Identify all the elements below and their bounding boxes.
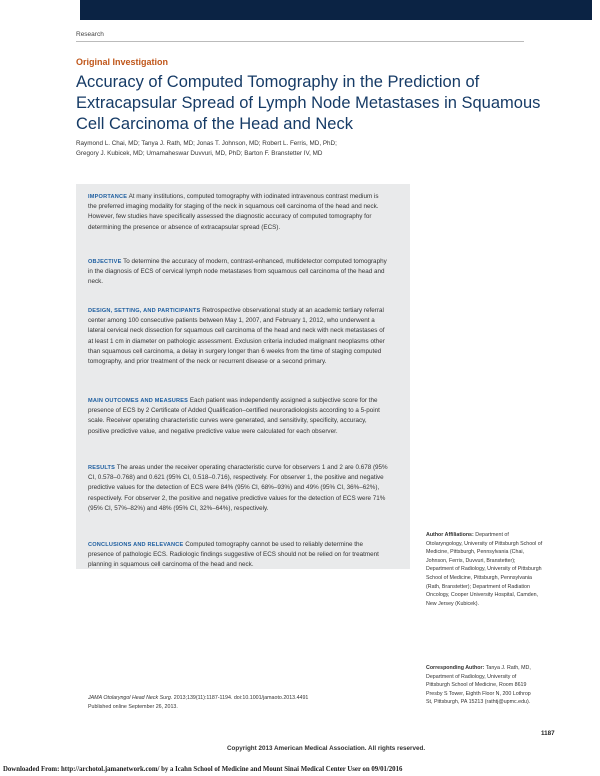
affiliations-heading: Author Affiliations: xyxy=(426,532,474,538)
author-list xyxy=(76,139,456,158)
page-number: 1187 xyxy=(541,730,555,737)
article-type: Original Investigation xyxy=(76,57,169,67)
conclusions-text: Computed tomography cannot be used to reliably determine the presence of pathologic ECS. Radiologic findings suggestive of ECS should not be relied on for treatment planning in squamous cell carcinoma of the head and neck. xyxy=(88,541,379,569)
abstract-importance xyxy=(88,192,388,233)
results-heading: RESULTS xyxy=(88,465,116,471)
header-divider xyxy=(76,41,524,42)
abstract-results xyxy=(88,463,388,514)
header-bar-gap xyxy=(0,0,80,20)
authors-line-1: Raymond L. Chai, MD; Tanya J. Rath, MD; Jonas T. Johnson, MD; Robert L. Ferris, MD, PhD; xyxy=(76,140,337,147)
objective-text: To determine the accuracy of modern, contrast-enhanced, multidetector computed tomography in the diagnosis of ECS of cervical lymph node metastases from squamous cell carcinoma of the head and neck. xyxy=(88,258,387,286)
download-notice: Downloaded From: http://archotol.jamanetwork.com/ by a Icahn School of Medicine and Mount Sinai Medical Center User on 09/01/2016 xyxy=(3,766,403,773)
results-text: The areas under the receiver operating characteristic curve for observers 1 and 2 are 0.678 (95% CI, 0.578–0.768) and 0.621 (95% CI, 0.518–0.716), respectively. For observer 1, the positive and negative predictive values for the detection of ECS were 84% (95% CI, 68%–93%) and 49% (95% CI, 36%–62%), respectively. For observer 2, the positive and negative predictive values for the detection of ECS were 71% (95% CI, 57%–82%) and 48% (95% CI, 32%–64%), respectively. xyxy=(88,464,388,512)
section-label: Research xyxy=(76,31,104,38)
citation-block xyxy=(88,694,408,711)
citation-line xyxy=(88,694,408,703)
abstract-design xyxy=(88,306,388,367)
journal-abbrev: JAMA Otolaryngol Head Neck Surg. xyxy=(88,695,173,701)
design-text: Retrospective observational study at an academic tertiary referral center among 100 consecutive patients between May 1, 2007, and February 1, 2012, who underwent a lateral cervical neck dissection for squamous cell carcinoma of the head and neck with neck metastases of at least 1 cm in diameter on pathologic assessment. Exclusion criteria included malignant neoplasms other than squamous cell carcinoma, a delay in surgery longer than 6 weeks from the time of staging computed tomography, and prior treatment of the neck or recurrent disease or a second primary. xyxy=(88,307,385,366)
abstract-conclusions xyxy=(88,540,388,571)
corresponding-heading: Corresponding Author: xyxy=(426,665,485,671)
corresponding-author xyxy=(426,664,536,707)
outcomes-text: Each patient was independently assigned a subjective score for the presence of ECS by 2 Certificate of Added Qualification–certified neuroradiologists according to a 5-point scale. Receiver operating characteristic curves were generated, and sensitivity, specificity, accuracy, positive predictive value, and negative predictive value were calculated for each observer. xyxy=(88,397,380,435)
header-bar xyxy=(0,0,592,20)
conclusions-heading: CONCLUSIONS AND RELEVANCE xyxy=(88,542,184,548)
design-heading: DESIGN, SETTING, AND PARTICIPANTS xyxy=(88,308,201,314)
published-online: Published online September 26, 2013. xyxy=(88,703,178,710)
abstract-outcomes xyxy=(88,396,388,437)
affiliations-text: Department of Otolaryngology, University of Pittsburgh School of Medicine, Pittsburgh, Pennsylvania (Chai, Johnson, Ferris, Duvvuri, Branstetter); Department of Radiology, University of Pittsburgh School of Medicine, Pittsburgh, Pennsylvania (Rath, Branstetter); Department of Radiation Oncology, Cooper University Hospital, Camden, New Jersey (Kubicek). xyxy=(426,532,543,607)
outcomes-heading: MAIN OUTCOMES AND MEASURES xyxy=(88,398,189,404)
abstract-objective xyxy=(88,257,388,288)
authors-line-2: Gregory J. Kubicek, MD; Umamaheswar Duvvuri, MD, PhD; Barton F. Branstetter IV, MD xyxy=(76,149,323,157)
objective-heading: OBJECTIVE xyxy=(88,259,122,265)
author-affiliations xyxy=(426,531,544,608)
article-title: Accuracy of Computed Tomography in the Prediction of Extracapsular Spread of Lymph Node Metastases in Squamous Cell Carcinoma of the Head and Neck xyxy=(76,73,541,133)
corresponding-text: Tanya J. Rath, MD, Department of Radiology, University of Pittsburgh School of Medicine, Room 8619 Presby S Tower, Eighth Floor N, 200 Lothrop St, Pittsburgh, PA 15213 (rathtj@upmc.edu). xyxy=(426,665,531,706)
importance-heading: IMPORTANCE xyxy=(88,194,128,200)
importance-text: At many institutions, computed tomography with iodinated intravenous contrast medium is the preferred imaging modality for staging of the neck in squamous cell carcinoma of the head and neck. However, few studies have specifically assessed the diagnostic accuracy of computed tomography for determining the presence or absence of extracapsular spread (ECS). xyxy=(88,193,379,231)
citation-details: 2013;139(11):1187-1194. doi:10.1001/jamaoto.2013.4491 xyxy=(173,695,309,701)
copyright-notice: Copyright 2013 American Medical Association. All rights reserved. xyxy=(227,745,426,752)
